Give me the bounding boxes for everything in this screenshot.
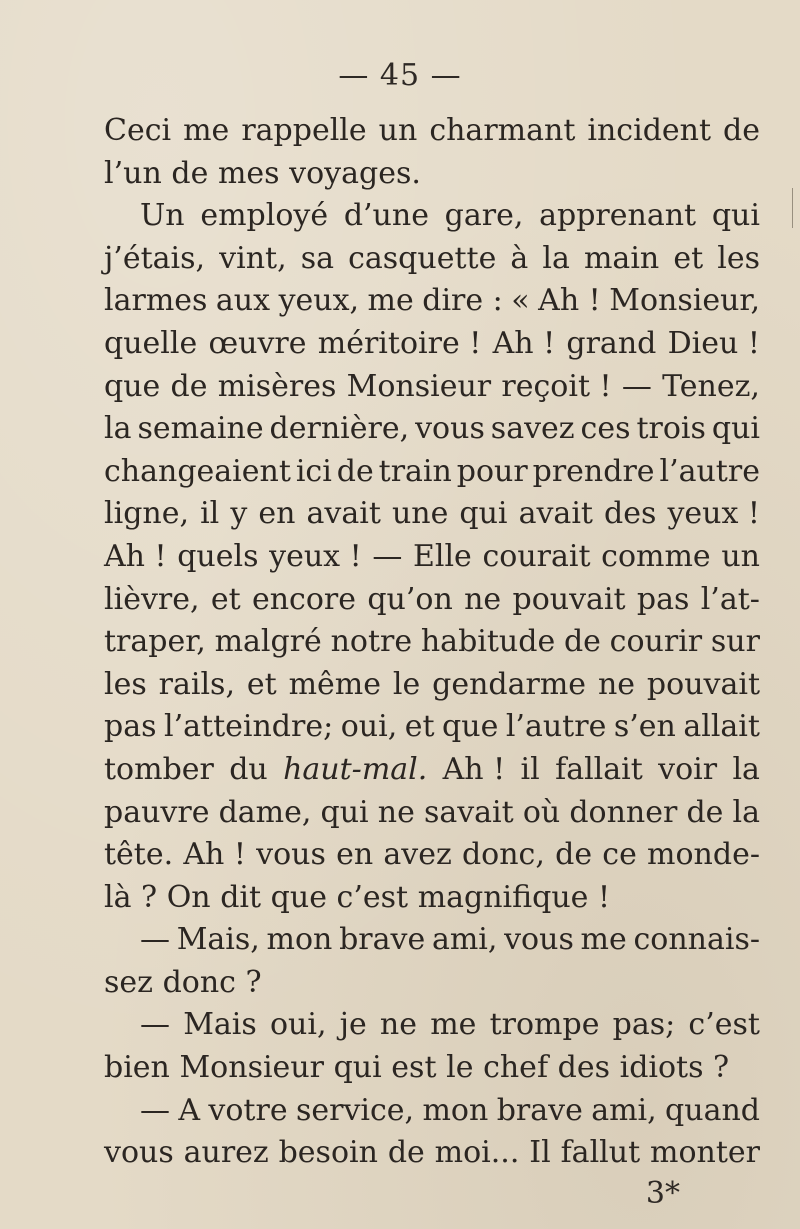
word: service, bbox=[295, 1092, 415, 1128]
word: le bbox=[446, 1050, 474, 1086]
word: me bbox=[580, 922, 627, 958]
word: qu’on bbox=[367, 581, 453, 617]
page-number: — 45 — bbox=[338, 58, 462, 93]
word: ce bbox=[602, 837, 637, 873]
word: magnifique ! bbox=[417, 879, 611, 915]
word: « bbox=[511, 283, 530, 319]
word: ligne, bbox=[104, 496, 190, 532]
word: et bbox=[210, 581, 241, 617]
word: mon bbox=[266, 922, 333, 958]
word: mon bbox=[422, 1092, 489, 1128]
word: quand bbox=[665, 1092, 760, 1128]
word: dire : bbox=[422, 283, 503, 319]
word: brave bbox=[496, 1092, 583, 1128]
word: l’at- bbox=[700, 581, 760, 617]
word: où bbox=[522, 794, 561, 830]
word: yeux ! bbox=[269, 538, 362, 574]
word: — bbox=[140, 922, 170, 958]
word: la bbox=[104, 411, 132, 447]
text-line bbox=[104, 536, 760, 579]
word: Elle bbox=[412, 538, 472, 574]
word: dame, bbox=[218, 794, 312, 830]
word: monter bbox=[650, 1135, 760, 1171]
word: comme bbox=[601, 538, 711, 574]
word: yeux ! bbox=[667, 496, 760, 532]
word: sa bbox=[300, 240, 334, 276]
word: me bbox=[430, 1007, 477, 1043]
word: d’une bbox=[343, 198, 429, 234]
word: avez bbox=[383, 837, 452, 873]
text-line bbox=[104, 877, 760, 920]
word: que bbox=[270, 879, 327, 915]
word: un bbox=[721, 538, 760, 574]
word: Mais, bbox=[176, 922, 260, 958]
word: malgré bbox=[214, 624, 322, 660]
text-line bbox=[104, 621, 760, 664]
word: c’est bbox=[688, 1007, 760, 1043]
text-line bbox=[104, 153, 760, 196]
word: que bbox=[104, 368, 161, 404]
word: de bbox=[723, 113, 760, 148]
word: donc ? bbox=[162, 964, 262, 1000]
word: vous bbox=[415, 411, 485, 447]
word: gare, bbox=[444, 198, 524, 234]
word: gendarme bbox=[432, 666, 587, 702]
word: larmes bbox=[104, 283, 208, 319]
word: ne bbox=[377, 794, 415, 830]
word: Monsieur, bbox=[609, 283, 760, 319]
word: prendre bbox=[532, 453, 655, 489]
word: vous bbox=[104, 1135, 174, 1171]
word: habitude bbox=[420, 624, 556, 660]
word: l’atteindre; bbox=[164, 709, 334, 745]
word: savait bbox=[423, 794, 514, 830]
word: Ah ! bbox=[538, 283, 601, 319]
text-line bbox=[104, 919, 760, 962]
word: œuvre bbox=[208, 325, 307, 361]
word: oui, bbox=[340, 709, 398, 745]
text-line bbox=[104, 451, 760, 494]
word: rails, bbox=[158, 666, 235, 702]
text-line bbox=[104, 1132, 760, 1175]
word: On bbox=[166, 879, 211, 915]
word: dit bbox=[220, 879, 262, 915]
word: votre bbox=[208, 1092, 288, 1128]
signature-mark: 3* bbox=[645, 1176, 680, 1211]
word: la bbox=[542, 240, 570, 276]
word: ici bbox=[295, 453, 332, 489]
text-line bbox=[104, 110, 760, 153]
word: j’étais, bbox=[104, 240, 206, 276]
text-line bbox=[104, 1004, 760, 1047]
word: Ah ! bbox=[104, 538, 167, 574]
word: haut-mal. bbox=[283, 751, 428, 787]
word: de bbox=[387, 1135, 425, 1171]
word: pouvait bbox=[512, 581, 626, 617]
word: traper, bbox=[104, 624, 206, 660]
text-line bbox=[104, 280, 760, 323]
word: à bbox=[510, 240, 529, 276]
text-line bbox=[104, 664, 760, 707]
text-line bbox=[104, 195, 760, 238]
word: pour bbox=[456, 453, 528, 489]
word: qui bbox=[711, 411, 760, 447]
text-line bbox=[104, 238, 760, 281]
word: donner bbox=[569, 794, 678, 830]
word: ces bbox=[580, 411, 631, 447]
text-line bbox=[104, 706, 760, 749]
word: en bbox=[258, 496, 296, 532]
word: ne bbox=[597, 666, 636, 702]
word: là ? bbox=[104, 879, 158, 915]
word: Ah ! bbox=[183, 837, 246, 873]
word: sez bbox=[104, 964, 153, 1000]
word: méritoire ! bbox=[317, 325, 482, 361]
word: trois bbox=[636, 411, 706, 447]
word: connais- bbox=[633, 922, 760, 958]
word: Ah ! bbox=[492, 325, 556, 361]
word: des bbox=[557, 1050, 610, 1086]
word: misères bbox=[217, 368, 337, 404]
word: apprenant bbox=[539, 198, 697, 234]
word: incident bbox=[587, 113, 712, 148]
word: il bbox=[200, 496, 220, 532]
word: les bbox=[104, 666, 147, 702]
word: moi... bbox=[434, 1135, 520, 1171]
word: charmant bbox=[429, 113, 576, 148]
text-line bbox=[104, 579, 760, 622]
word: et bbox=[404, 709, 435, 745]
word: voyages. bbox=[289, 155, 421, 191]
word: Dieu ! bbox=[667, 325, 760, 361]
word: pas bbox=[104, 709, 157, 745]
text-line bbox=[104, 366, 760, 409]
word: Monsieur bbox=[346, 368, 492, 404]
word: aux bbox=[215, 283, 271, 319]
word: y bbox=[230, 496, 248, 532]
word: l’autre bbox=[505, 709, 607, 745]
word: il bbox=[520, 751, 540, 787]
word: s’en bbox=[613, 709, 676, 745]
word: monde- bbox=[647, 837, 760, 873]
word: les bbox=[717, 240, 760, 276]
word: ami, bbox=[431, 922, 498, 958]
word: voir bbox=[658, 751, 718, 787]
word: tête. bbox=[104, 837, 174, 873]
word: avait bbox=[306, 496, 381, 532]
word: grand bbox=[566, 325, 657, 361]
word: Un bbox=[140, 198, 185, 234]
word: — bbox=[140, 1092, 170, 1128]
word: qui bbox=[320, 794, 369, 830]
word: avait bbox=[518, 496, 593, 532]
text-line bbox=[104, 834, 760, 877]
word: Ah ! bbox=[442, 751, 506, 787]
word: train bbox=[378, 453, 452, 489]
word: trompe bbox=[489, 1007, 600, 1043]
word: lièvre, bbox=[104, 581, 200, 617]
word: donc, bbox=[461, 837, 545, 873]
word: ami, bbox=[591, 1092, 657, 1128]
word: une bbox=[391, 496, 449, 532]
word: Mais bbox=[183, 1007, 257, 1043]
word: la bbox=[732, 751, 760, 787]
word: brave bbox=[339, 922, 426, 958]
word: courir bbox=[609, 624, 703, 660]
text-line bbox=[104, 792, 760, 835]
text-line bbox=[104, 749, 760, 792]
word: vous bbox=[504, 922, 574, 958]
word: oui, bbox=[269, 1007, 327, 1043]
word: qui bbox=[711, 198, 760, 234]
word: Tenez, bbox=[662, 368, 760, 404]
word: pas; bbox=[612, 1007, 676, 1043]
body-text bbox=[104, 110, 760, 1175]
word: ne bbox=[379, 1007, 417, 1043]
word: sur bbox=[710, 624, 760, 660]
word: bien bbox=[104, 1050, 170, 1086]
word: Il bbox=[529, 1135, 551, 1171]
word: — bbox=[621, 368, 652, 404]
word: c’est bbox=[336, 879, 409, 915]
page-edge-mark bbox=[792, 188, 793, 228]
word: notre bbox=[330, 624, 413, 660]
word: pouvait bbox=[646, 666, 760, 702]
text-line bbox=[104, 1090, 760, 1133]
word: aurez bbox=[183, 1135, 269, 1171]
word: qui bbox=[333, 1050, 382, 1086]
word: besoin bbox=[278, 1135, 378, 1171]
word: et bbox=[246, 666, 277, 702]
word: dernière, bbox=[269, 411, 410, 447]
word: de bbox=[563, 624, 601, 660]
word: chef bbox=[483, 1050, 549, 1086]
word: quelle bbox=[104, 325, 198, 361]
word: de bbox=[555, 837, 593, 873]
word: — bbox=[140, 1007, 170, 1043]
word: me bbox=[183, 113, 230, 148]
word: changeaient bbox=[104, 453, 291, 489]
word: de bbox=[336, 453, 374, 489]
word: je bbox=[339, 1007, 367, 1043]
word: fallait bbox=[555, 751, 643, 787]
word: fallut bbox=[560, 1135, 641, 1171]
word: l’autre bbox=[659, 453, 760, 489]
text-line bbox=[104, 493, 760, 536]
word: yeux, bbox=[278, 283, 360, 319]
word: l’un bbox=[104, 155, 162, 191]
word: allait bbox=[683, 709, 760, 745]
text-line bbox=[104, 408, 760, 451]
word: reçoit ! bbox=[501, 368, 612, 404]
word: A bbox=[178, 1092, 201, 1128]
word: encore bbox=[251, 581, 357, 617]
word: vint, bbox=[219, 240, 287, 276]
text-line bbox=[104, 962, 760, 1005]
word: qui bbox=[459, 496, 508, 532]
word: que bbox=[442, 709, 499, 745]
text-line bbox=[104, 1047, 760, 1090]
word: et bbox=[673, 240, 704, 276]
word: employé bbox=[200, 198, 329, 234]
word: savez bbox=[490, 411, 575, 447]
word: rappelle bbox=[241, 113, 367, 148]
word: courait bbox=[482, 538, 591, 574]
word: même bbox=[288, 666, 381, 702]
word: main bbox=[583, 240, 660, 276]
text-line bbox=[104, 323, 760, 366]
word: du bbox=[229, 751, 268, 787]
word: de bbox=[171, 155, 209, 191]
word: la bbox=[732, 794, 760, 830]
word: Monsieur bbox=[179, 1050, 324, 1086]
word: semaine bbox=[137, 411, 264, 447]
word: pas bbox=[636, 581, 690, 617]
word: mes bbox=[217, 155, 280, 191]
word: tomber bbox=[104, 751, 214, 787]
word: vous bbox=[256, 837, 326, 873]
word: pauvre bbox=[104, 794, 210, 830]
word: Ceci bbox=[104, 113, 172, 148]
word: de bbox=[686, 794, 724, 830]
word: un bbox=[378, 113, 418, 148]
word: me bbox=[367, 283, 414, 319]
word: en bbox=[336, 837, 374, 873]
word: de bbox=[170, 368, 208, 404]
word: casquette bbox=[348, 240, 497, 276]
word: quels bbox=[177, 538, 259, 574]
word: — bbox=[372, 538, 403, 574]
word: idiots ? bbox=[619, 1050, 730, 1086]
word: est bbox=[391, 1050, 437, 1086]
word: ne bbox=[464, 581, 502, 617]
word: des bbox=[604, 496, 657, 532]
word: le bbox=[392, 666, 421, 702]
